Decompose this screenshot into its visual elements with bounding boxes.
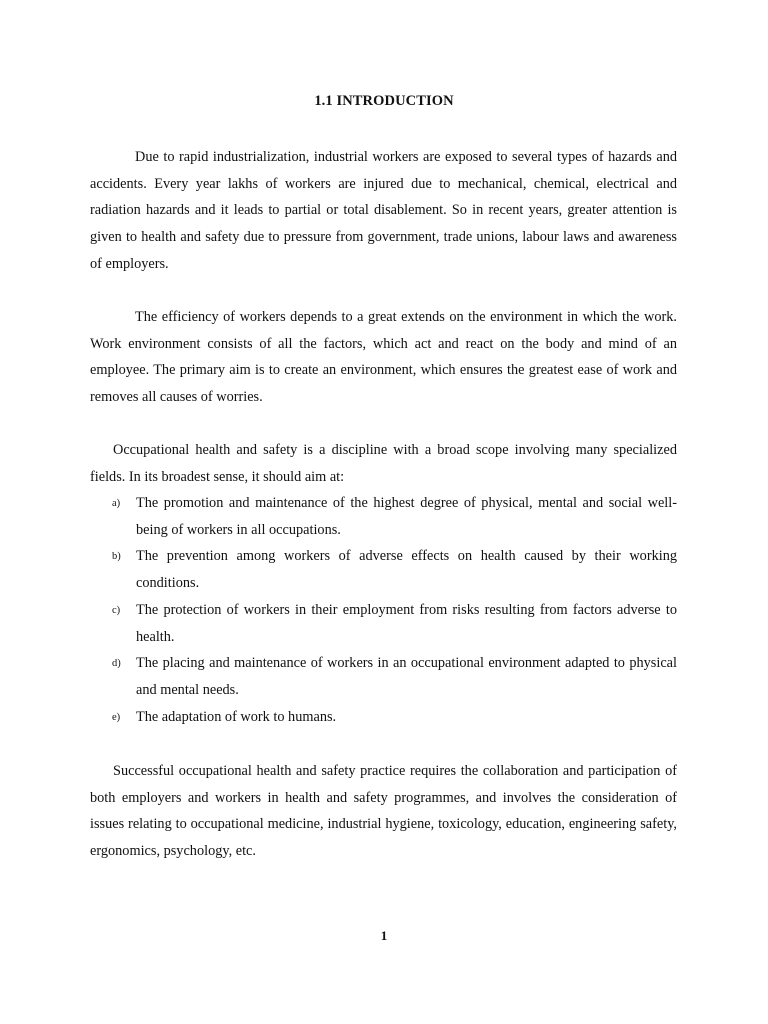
list-item <box>90 650 677 703</box>
list-item-text: The protection of workers in their employment from risks resulting from factors adverse to health. <box>136 601 677 645</box>
list-item-text: The promotion and maintenance of the highest degree of physical, mental and social well-being of workers in all occupations. <box>136 495 677 538</box>
list-item <box>90 543 677 596</box>
aims-list <box>90 490 677 730</box>
list-item <box>90 704 677 731</box>
list-item-text: The prevention among workers of adverse effects on health caused by their working conditions. <box>136 548 677 592</box>
list-marker: a) <box>112 498 121 509</box>
list-item-text: The placing and maintenance of workers in an occupational environment adapted to physical and mental needs. <box>136 655 677 698</box>
list-item <box>90 490 677 543</box>
section-heading: 1.1 INTRODUCTION <box>314 93 454 109</box>
list-marker: b) <box>112 551 121 563</box>
page-number: 1 <box>380 928 388 943</box>
list-marker: e) <box>112 711 121 723</box>
list-marker: c) <box>112 604 121 616</box>
paragraph-occupational-health: Occupational health and safety is a discipline with a broad scope involving many specialized fields. In its broadest sense, it should aim at: <box>90 442 677 485</box>
list-marker: d) <box>112 658 121 670</box>
list-item <box>90 597 677 650</box>
paragraph-successful-practice: Successful occupational health and safety practice requires the collaboration and participation of both employers and workers in health and safety programmes, and involves the consideration of issues relating to occupational medicine, industrial hygiene, toxicology, education, engineering safety, ergonomics, psychology, etc. <box>90 763 677 860</box>
list-item-text: The adaptation of work to humans. <box>136 708 337 725</box>
paragraph-work-environment: The efficiency of workers depends to a great extends on the environment in which the work. Work environment consists of all the factors, which act and react on the body and mind of an employee. The primary aim is to create an environment, which ensures the greatest ease of work and removes all causes of worries. <box>90 309 677 406</box>
paragraph-industrialization: Due to rapid industrialization, industrial workers are exposed to several types of hazards and accidents. Every year lakhs of workers are injured due to mechanical, chemical, electrical and radiation hazards and it leads to partial or total disablement. So in recent years, greater attention is given to health and safety due to pressure from government, trade unions, labour laws and awareness of employers. <box>90 149 677 272</box>
